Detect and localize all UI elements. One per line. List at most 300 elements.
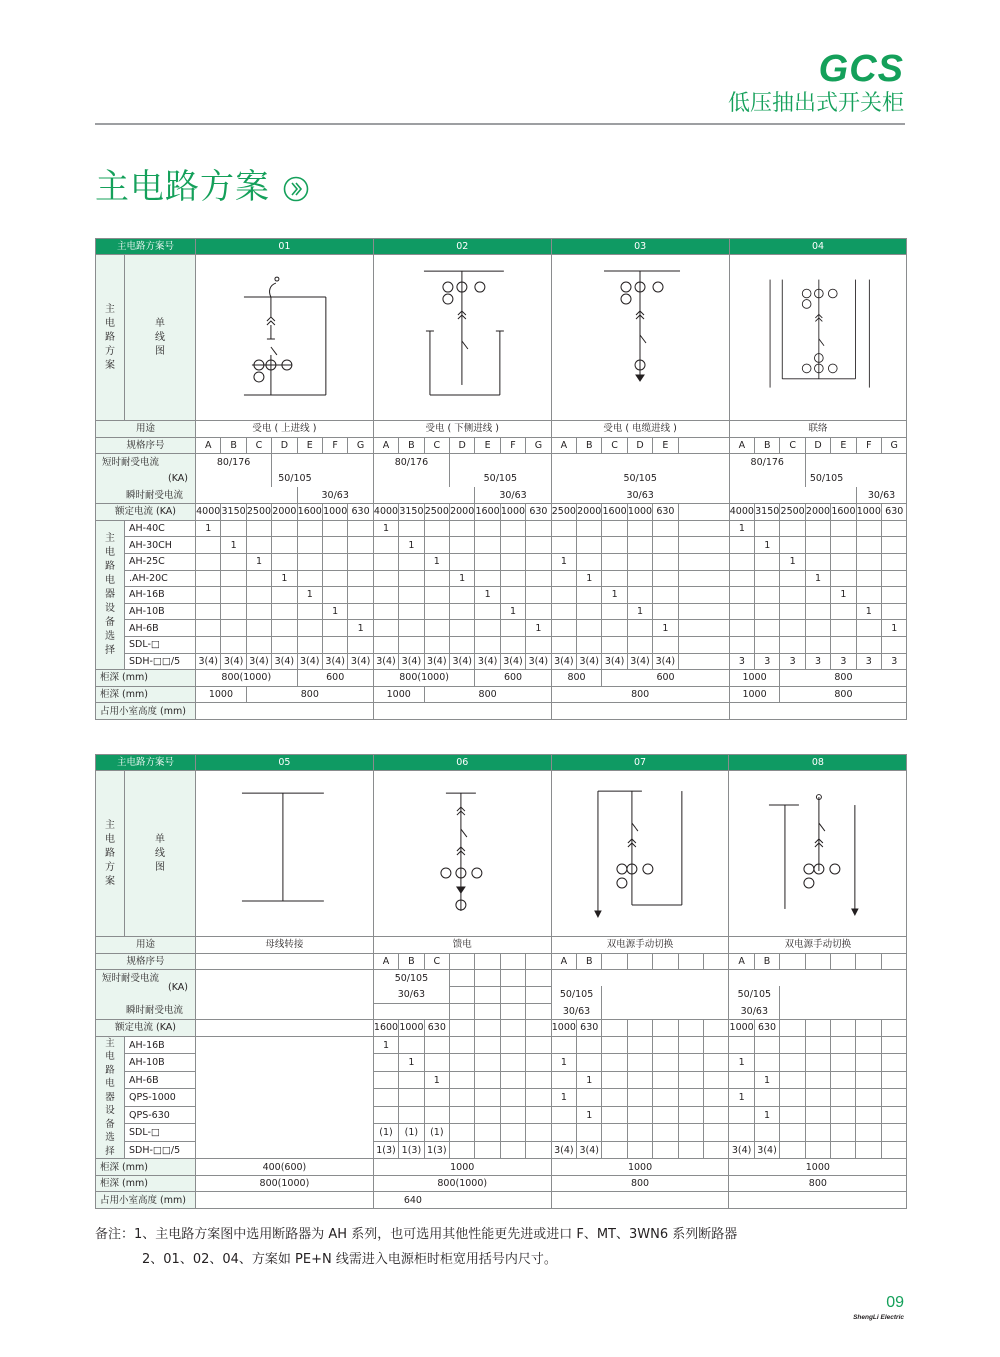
mid-01: 50/105 — [272, 470, 374, 487]
depth-label: 柜深 (mm) — [96, 1175, 196, 1192]
selection-mark: 1 — [424, 1071, 449, 1089]
spec-cell: B — [577, 953, 602, 970]
rated-cell: 4000 — [196, 504, 221, 521]
rated-cell: 2000 — [577, 504, 602, 521]
equipment-name: AH-16B — [125, 1036, 196, 1054]
equipment-row — [96, 603, 907, 620]
spec-cell: A — [729, 953, 754, 970]
spec-cell: A — [551, 953, 576, 970]
equipment-row — [96, 553, 907, 570]
selection-mark: 1 — [831, 587, 856, 604]
compartment-06: 640 — [373, 1192, 551, 1209]
width-row — [96, 1159, 907, 1176]
empty-cell — [196, 1192, 374, 1209]
equipment-name: AH-16B — [125, 587, 196, 604]
spec-cell: B — [755, 437, 780, 454]
scheme-04: 04 — [729, 239, 907, 255]
depth-03: 800 — [551, 686, 729, 703]
rated-cell: 2500 — [246, 504, 271, 521]
depth-04b: 800 — [780, 686, 907, 703]
main-circuit-label: 主 电 路 方 案 — [96, 771, 125, 937]
selection-mark: 1 — [500, 603, 525, 620]
rated-cell: 2000 — [450, 504, 475, 521]
spec-no-label: 规格序号 — [96, 437, 196, 454]
spec-cell: G — [882, 437, 907, 454]
header-divider — [95, 123, 905, 125]
empty-cell — [272, 454, 374, 471]
rated-cell: 630 — [424, 1020, 449, 1037]
depth-01a: 1000 — [196, 686, 247, 703]
ka-label: (KA) — [168, 473, 188, 485]
sdh-cell: 3 — [755, 653, 780, 670]
peak-label: 瞬时耐受电流 — [126, 1005, 184, 1017]
rated-cell: 2000 — [272, 504, 297, 521]
usage-01: 受电 ( 上进线 ) — [196, 421, 374, 438]
notes — [95, 1222, 737, 1272]
width-07: 1000 — [551, 1159, 729, 1176]
width-03a: 800 — [551, 670, 602, 687]
sdh-cell: 3(4) — [475, 653, 500, 670]
equipment-name: QPS-630 — [125, 1106, 196, 1124]
usage-row — [96, 421, 907, 438]
rated-cell: 4000 — [373, 504, 398, 521]
rated-cell: 630 — [754, 1020, 779, 1037]
selection-mark: 1 — [577, 570, 602, 587]
diagram-row — [96, 255, 907, 421]
sdh-cell: 3 — [882, 653, 907, 670]
depth-06: 800(1000) — [373, 1175, 551, 1192]
empty-cell — [196, 703, 374, 720]
empty-cell — [551, 454, 729, 471]
empty-cell — [780, 1003, 907, 1020]
selection-mark: 1 — [577, 1071, 602, 1089]
sdh-cell: 3 — [831, 653, 856, 670]
selection-mark: 1 — [754, 1071, 779, 1089]
single-line-diagram-02 — [374, 255, 551, 420]
rated-cell — [678, 504, 729, 521]
diagram-05 — [196, 771, 374, 937]
spec-cell: A — [373, 437, 398, 454]
spec-cell: C — [424, 953, 449, 970]
depth-08: 800 — [729, 1175, 907, 1192]
equipment-name: .AH-20C — [125, 570, 196, 587]
mid-03: 50/105 — [551, 470, 729, 487]
diagram-07 — [551, 771, 729, 937]
sdh-cell: 3(4) — [424, 653, 449, 670]
empty-cell — [729, 470, 805, 487]
spec-cell: C — [602, 437, 627, 454]
short-time-label: 短时耐受电流 — [102, 973, 160, 985]
empty-cell — [373, 1003, 449, 1020]
sdh-cell: 3(4) — [196, 653, 221, 670]
scheme-no-label: 主电路方案号 — [96, 755, 196, 771]
selection-mark: 1 — [399, 537, 424, 554]
selection-mark: 1 — [729, 1054, 754, 1072]
sdh-cell: 3 — [856, 653, 881, 670]
sdh-cell: 3(4) — [399, 653, 424, 670]
spec-no-label: 规格序号 — [96, 953, 196, 970]
equipment-row — [96, 620, 907, 637]
rated-cell: 1000 — [856, 504, 881, 521]
usage-05: 母线转接 — [196, 937, 374, 954]
depth-07: 800 — [551, 1175, 729, 1192]
short-time-row — [96, 970, 907, 987]
compartment-row — [96, 1192, 907, 1209]
peak-label: 瞬时耐受电流 — [126, 490, 184, 502]
sdh-cell: 3(4) — [627, 653, 652, 670]
rated-cell: 2500 — [424, 504, 449, 521]
sdh-cell: 3(4) — [348, 653, 373, 670]
rated-cell: 3150 — [221, 504, 246, 521]
scheme-05: 05 — [196, 755, 374, 771]
rated-cell: 1600 — [831, 504, 856, 521]
footer-brand: ShengLi Electric — [853, 1314, 904, 1321]
rated-cell: 1600 — [297, 504, 322, 521]
sdh-cell: 1(3) — [373, 1141, 398, 1159]
depth-05: 800(1000) — [196, 1175, 374, 1192]
sdh-cell: 3(4) — [754, 1141, 779, 1159]
sdh-cell: 3 — [729, 653, 754, 670]
diagram-02 — [373, 255, 551, 421]
scheme-no-label: 主电路方案号 — [96, 239, 196, 255]
selection-mark: 1 — [602, 587, 627, 604]
empty-cell — [729, 1192, 907, 1209]
width-02a: 800(1000) — [373, 670, 475, 687]
rated-cell: 1000 — [627, 504, 652, 521]
spec-cell: D — [450, 437, 475, 454]
equipment-label: 主 电 路 电 器 设 备 选 择 — [96, 520, 125, 669]
peak-row — [96, 487, 907, 504]
equipment-row — [96, 653, 907, 670]
sdh-cell: 3(4) — [221, 653, 246, 670]
scheme-01: 01 — [196, 239, 374, 255]
scheme-07: 07 — [551, 755, 729, 771]
width-04a: 1000 — [729, 670, 780, 687]
selection-mark: 1 — [755, 537, 780, 554]
single-line-diagram-08 — [729, 771, 906, 936]
scheme-02: 02 — [373, 239, 551, 255]
peak-07: 30/63 — [551, 1003, 602, 1020]
spec-cell: B — [399, 437, 424, 454]
depth-02b: 800 — [424, 686, 551, 703]
width-label: 柜深 (mm) — [96, 1159, 196, 1176]
equipment-row — [96, 587, 907, 604]
compartment-label: 占用小室高度 (mm) — [96, 703, 196, 720]
rated-cell: 2000 — [805, 504, 830, 521]
sdh-cell: 3(4) — [577, 653, 602, 670]
spec-cell: E — [297, 437, 322, 454]
scheme-06: 06 — [373, 755, 551, 771]
spec-cell: F — [322, 437, 347, 454]
scheme-08: 08 — [729, 755, 907, 771]
depth-01b: 800 — [246, 686, 373, 703]
selection-mark: 1 — [653, 620, 678, 637]
mid-current-row — [96, 470, 907, 487]
peak-03: 30/63 — [551, 487, 729, 504]
equipment-row — [96, 570, 907, 587]
page-number: 09 — [886, 1294, 904, 1311]
selection-mark: 1 — [551, 1054, 576, 1072]
sdh-cell: 3(4) — [577, 1141, 602, 1159]
short-time-07: 50/105 — [551, 986, 602, 1003]
compartment-row — [96, 703, 907, 720]
selection-mark: 1 — [221, 537, 246, 554]
equipment-name: AH-40C — [125, 520, 196, 537]
circle-chevron-right-icon — [283, 176, 309, 202]
scheme-table-2 — [95, 754, 907, 1209]
selection-mark: 1 — [627, 603, 652, 620]
selection-mark: 1 — [780, 553, 805, 570]
selection-mark: 1 — [322, 603, 347, 620]
empty-cell — [729, 487, 856, 504]
sdh-cell: 3(4) — [551, 1141, 576, 1159]
selection-mark: 1 — [399, 1054, 424, 1072]
width-01a: 800(1000) — [196, 670, 298, 687]
peak-08: 30/63 — [729, 1003, 780, 1020]
empty-cell — [805, 454, 907, 471]
spec-cell: B — [754, 953, 779, 970]
rated-cell: 630 — [526, 504, 551, 521]
rated-cell: 630 — [882, 504, 907, 521]
short-time-label: 短时耐受电流 — [102, 457, 160, 469]
selection-mark: 1 — [272, 570, 297, 587]
equipment-name: AH-10B — [125, 603, 196, 620]
single-line-label: 单 线 图 — [125, 771, 196, 937]
selection-mark: 1 — [373, 520, 398, 537]
equipment-row — [96, 520, 907, 537]
empty-cell — [780, 986, 907, 1003]
sdh-cell: 1(3) — [399, 1141, 424, 1159]
spec-cell: A — [729, 437, 754, 454]
depth-02a: 1000 — [373, 686, 424, 703]
width-01b: 600 — [297, 670, 373, 687]
selection-mark: 1 — [551, 553, 576, 570]
spec-cell: D — [272, 437, 297, 454]
rated-cell: 2500 — [551, 504, 576, 521]
empty-cell — [196, 470, 272, 487]
note-2: 2、01、02、04、方案如 PE+N 线需进入电源柜时柜宽用括号内尺寸。 — [142, 1252, 557, 1267]
selection-mark: 1 — [729, 520, 754, 537]
width-06: 1000 — [373, 1159, 551, 1176]
spec-cell: E — [831, 437, 856, 454]
peak-02: 30/63 — [475, 487, 551, 504]
diagram-row — [96, 771, 907, 937]
empty-cell — [196, 1020, 374, 1037]
usage-row — [96, 937, 907, 954]
sdh-cell: 3(4) — [246, 653, 271, 670]
usage-06: 馈电 — [373, 937, 551, 954]
equipment-row — [96, 636, 907, 653]
rated-current-label: 额定电流 (KA) — [96, 504, 196, 521]
selection-mark: 1 — [526, 620, 551, 637]
spec-cell: B — [221, 437, 246, 454]
single-line-diagram-07 — [552, 771, 729, 936]
equipment-name: QPS-1000 — [125, 1089, 196, 1107]
selection-mark: 1 — [577, 1106, 602, 1124]
sdh-cell: 3 — [780, 653, 805, 670]
spec-cell: A — [373, 953, 398, 970]
selection-mark: 1 — [373, 1036, 398, 1054]
width-label: 柜深 (mm) — [96, 670, 196, 687]
usage-07: 双电源手动切换 — [551, 937, 729, 954]
selection-mark: 1 — [348, 620, 373, 637]
empty-cell — [196, 953, 374, 970]
depth-row — [96, 1175, 907, 1192]
spec-cell: F — [856, 437, 881, 454]
empty-cell — [602, 986, 729, 1003]
note-1: 备注：1、主电路方案图中选用断路器为 AH 系列，也可选用其他性能更先进或进口 F、MT、3WN6 系列断路器 — [95, 1227, 738, 1242]
compartment-label: 占用小室高度 (mm) — [96, 1192, 196, 1209]
equipment-name: SDL-□ — [125, 636, 196, 653]
peak-01: 30/63 — [297, 487, 373, 504]
single-line-diagram-05 — [196, 771, 373, 936]
selection-mark: 1 — [805, 570, 830, 587]
sdh-cell — [678, 653, 729, 670]
rated-cell: 1000 — [729, 1020, 754, 1037]
depth-label: 柜深 (mm) — [96, 686, 196, 703]
sdh-cell: 1(3) — [424, 1141, 449, 1159]
rated-cell: 1600 — [602, 504, 627, 521]
usage-label: 用途 — [96, 421, 196, 438]
rated-cell: 4000 — [729, 504, 754, 521]
peak-06: 30/63 — [373, 986, 449, 1003]
sdh-cell: 3(4) — [450, 653, 475, 670]
sdh-cell: 3(4) — [602, 653, 627, 670]
scheme-03: 03 — [551, 239, 729, 255]
spec-cell: C — [424, 437, 449, 454]
diagram-06 — [373, 771, 551, 937]
product-name: 低压抽出式开关柜 — [727, 91, 904, 116]
diagram-01 — [196, 255, 374, 421]
spec-cell: C — [246, 437, 271, 454]
equipment-row — [96, 1036, 907, 1054]
usage-08: 双电源手动切换 — [729, 937, 907, 954]
spec-cell: A — [551, 437, 576, 454]
sdh-cell: 3(4) — [526, 653, 551, 670]
mid-04: 50/105 — [805, 470, 907, 487]
rated-cell: 3150 — [755, 504, 780, 521]
empty-cell — [551, 970, 729, 987]
rated-cell: 1600 — [373, 1020, 398, 1037]
rated-current-label: 额定电流 (KA) — [96, 1020, 196, 1037]
depth-04a: 1000 — [729, 686, 780, 703]
empty-cell — [602, 1003, 729, 1020]
usage-label: 用途 — [96, 937, 196, 954]
spec-cell: E — [653, 437, 678, 454]
single-line-diagram-06 — [374, 771, 551, 936]
mid-02: 50/105 — [450, 470, 552, 487]
single-line-label: 单 线 图 — [125, 255, 196, 421]
spec-cell — [678, 437, 729, 454]
short-time-01: 80/176 — [196, 454, 272, 471]
sdh-cell: 3(4) — [272, 653, 297, 670]
equipment-label: 主 电 路 电 器 设 备 选 择 — [96, 1036, 125, 1159]
empty-cell — [551, 703, 729, 720]
sdl-cell: (1) — [373, 1124, 398, 1142]
rated-cell: 1000 — [399, 1020, 424, 1037]
selection-mark: 1 — [424, 553, 449, 570]
spec-cell: A — [196, 437, 221, 454]
empty-cell — [196, 970, 374, 1020]
spec-cell: C — [780, 437, 805, 454]
diagram-03 — [551, 255, 729, 421]
width-02b: 600 — [475, 670, 551, 687]
usage-04: 联络 — [729, 421, 907, 438]
empty-cell — [373, 703, 551, 720]
empty-cell — [373, 487, 475, 504]
scheme-header-row — [96, 755, 907, 771]
main-circuit-label: 主 电 路 方 案 — [96, 255, 125, 421]
current-label-block — [96, 970, 196, 1020]
spec-cell: E — [475, 437, 500, 454]
sdh-cell: 3(4) — [729, 1141, 754, 1159]
selection-mark: 1 — [754, 1106, 779, 1124]
rated-cell: 630 — [653, 504, 678, 521]
usage-02: 受电 ( 下侧进线 ) — [373, 421, 551, 438]
selection-mark: 1 — [475, 587, 500, 604]
current-label-block — [96, 454, 196, 504]
short-time-08: 50/105 — [729, 986, 780, 1003]
width-03b: 600 — [602, 670, 729, 687]
spec-cell: G — [348, 437, 373, 454]
empty-cell — [196, 487, 298, 504]
equipment-name: AH-6B — [125, 1071, 196, 1089]
spec-cell: D — [627, 437, 652, 454]
selection-mark: 1 — [450, 570, 475, 587]
equipment-row — [96, 537, 907, 554]
single-line-diagram-04 — [730, 255, 907, 420]
spec-cell: F — [500, 437, 525, 454]
sdh-cell: 3(4) — [551, 653, 576, 670]
rated-cell: 630 — [348, 504, 373, 521]
brand-block — [728, 50, 904, 118]
selection-mark: 1 — [196, 520, 221, 537]
width-04b: 800 — [780, 670, 907, 687]
equipment-name: AH-25C — [125, 553, 196, 570]
empty-cell — [729, 970, 907, 987]
spec-cell: B — [399, 953, 424, 970]
single-line-diagram-03 — [552, 255, 729, 420]
short-time-row — [96, 454, 907, 471]
selection-mark: 1 — [729, 1089, 754, 1107]
page-title: 主电路方案 — [95, 167, 270, 207]
rated-cell: 2500 — [780, 504, 805, 521]
single-line-diagram-01 — [196, 255, 373, 420]
selection-mark: 1 — [246, 553, 271, 570]
short-time-04: 80/176 — [729, 454, 805, 471]
equipment-name: SDH-□□/5 — [125, 653, 196, 670]
sdh-cell: 3(4) — [297, 653, 322, 670]
spec-cell: G — [526, 437, 551, 454]
equipment-name: AH-10B — [125, 1054, 196, 1072]
selection-mark: 1 — [297, 587, 322, 604]
sdh-cell: 3 — [805, 653, 830, 670]
selection-mark: 1 — [551, 1089, 576, 1107]
rated-row — [96, 1020, 907, 1037]
product-code: GCS — [818, 48, 904, 90]
rated-row — [96, 504, 907, 521]
rated-cell: 1000 — [551, 1020, 576, 1037]
selection-mark: 1 — [856, 603, 881, 620]
sdh-cell: 3(4) — [500, 653, 525, 670]
empty-cell — [196, 1036, 374, 1159]
sdh-cell: 3(4) — [653, 653, 678, 670]
usage-03: 受电 ( 电缆进线 ) — [551, 421, 729, 438]
sdh-cell: 3(4) — [373, 653, 398, 670]
scheme-table-1 — [95, 238, 907, 720]
width-row — [96, 670, 907, 687]
empty-cell — [551, 1192, 729, 1209]
